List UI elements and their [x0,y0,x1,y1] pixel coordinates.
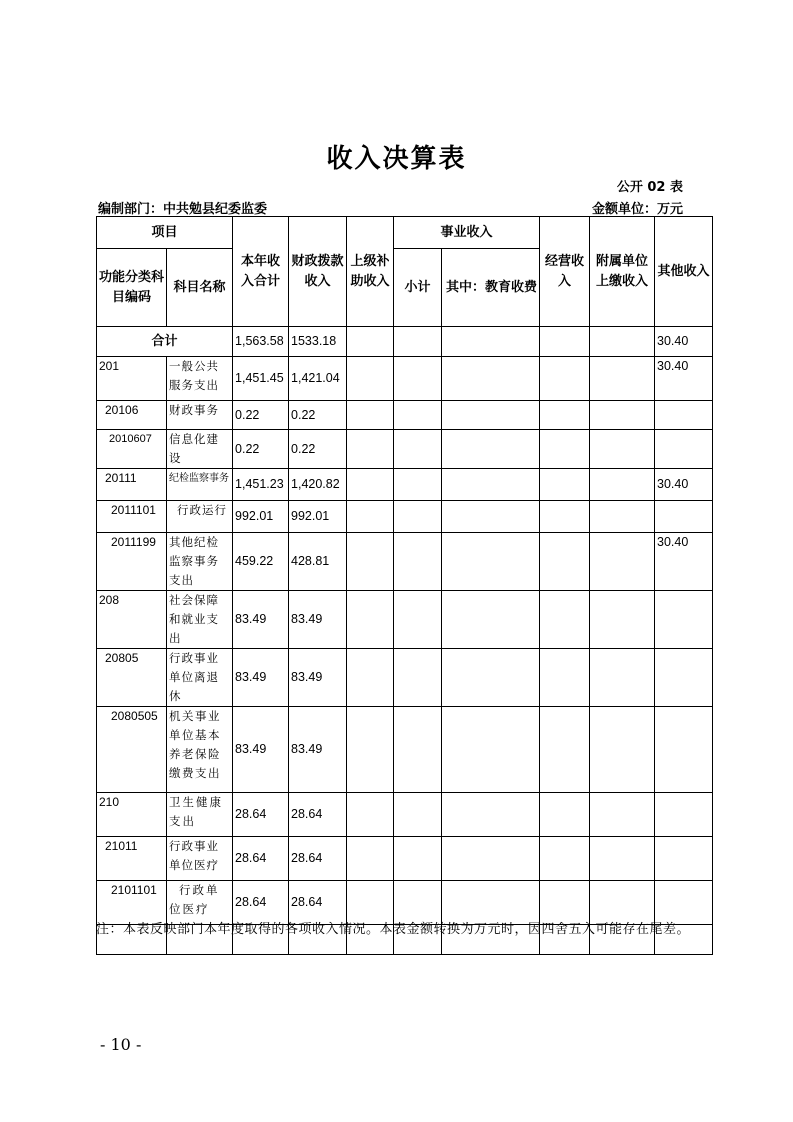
header-function-code: 功能分类科目编码 [97,249,167,327]
table-row [97,357,713,401]
table-row [97,649,713,707]
row-total: 83.49 [233,649,289,707]
row-code: 20805 [97,649,167,707]
row-code: 20106 [97,401,167,430]
row-code: 2010607 [97,430,167,469]
table-number: 公开 02 表 [616,180,683,195]
header-fiscal-income: 财政拨款收入 [289,217,347,327]
income-table [96,216,713,955]
row-fiscal: 428.81 [289,533,347,591]
row-code: 2101101 [97,881,167,925]
row-other [655,649,713,707]
header-operating-income: 经营收入 [540,217,590,327]
header-subtotal: 小计 [394,249,442,327]
header-item: 项目 [97,217,233,249]
table-row [97,533,713,591]
table-row [97,501,713,533]
row-fiscal: 28.64 [289,793,347,837]
table-row [97,401,713,430]
row-other [655,793,713,837]
row-code: 2080505 [97,707,167,793]
table-row [97,707,713,793]
total-label: 合计 [97,327,233,357]
row-name: 一般公共服务支出 [167,357,233,401]
page-number: - 10 - [100,1035,142,1054]
row-total: 0.22 [233,430,289,469]
row-code: 21011 [97,837,167,881]
row-other [655,591,713,649]
total-row [97,327,713,357]
row-other [655,501,713,533]
total-fiscal-value: 1533.18 [289,327,347,357]
row-total: 83.49 [233,591,289,649]
row-total: 28.64 [233,793,289,837]
row-name: 行政事业单位医疗 [167,837,233,881]
row-code: 210 [97,793,167,837]
row-fiscal: 83.49 [289,649,347,707]
row-other [655,707,713,793]
row-fiscal: 28.64 [289,881,347,925]
unit-label: 金额单位：万元 [591,202,683,217]
header-affiliated-income: 附属单位上缴收入 [590,217,655,327]
row-total: 992.01 [233,501,289,533]
table-note: 注：本表反映部门本年度取得的各项收入情况。本表金额转换为万元时，因四舍五入可能存在尾差。 [96,922,691,937]
row-total: 83.49 [233,707,289,793]
row-code: 2011101 [97,501,167,533]
row-name: 社会保障和就业支出 [167,591,233,649]
row-fiscal: 83.49 [289,707,347,793]
header-superior-subsidy: 上级补助收入 [347,217,394,327]
row-name: 财政事务 [167,401,233,430]
row-fiscal: 1,421.04 [289,357,347,401]
row-other [655,837,713,881]
row-name: 行政单位医疗 [167,881,233,925]
total-other-value: 30.40 [655,327,713,357]
row-total: 28.64 [233,881,289,925]
row-total: 459.22 [233,533,289,591]
row-other [655,430,713,469]
row-code: 201 [97,357,167,401]
table-row [97,837,713,881]
total-income-value: 1,563.58 [233,327,289,357]
row-name: 信息化建设 [167,430,233,469]
table-row [97,591,713,649]
row-name: 卫生健康支出 [167,793,233,837]
row-name: 其他纪检监察事务支出 [167,533,233,591]
table-row [97,430,713,469]
table-row [97,793,713,837]
header-education-fee: 其中：教育收费 [442,249,540,327]
header-total-income: 本年收入合计 [233,217,289,327]
row-code: 20111 [97,469,167,501]
row-code: 2011199 [97,533,167,591]
row-other: 30.40 [655,533,713,591]
page-title: 收入决算表 [326,144,467,174]
row-total: 1,451.45 [233,357,289,401]
row-fiscal: 992.01 [289,501,347,533]
row-other: 30.40 [655,469,713,501]
row-fiscal: 28.64 [289,837,347,881]
row-fiscal: 0.22 [289,401,347,430]
row-total: 0.22 [233,401,289,430]
header-other-income: 其他收入 [655,217,713,327]
row-code: 208 [97,591,167,649]
row-other [655,401,713,430]
table-row [97,469,713,501]
row-name: 纪检监察事务 [167,469,233,501]
header-business-income: 事业收入 [394,217,540,249]
row-fiscal: 0.22 [289,430,347,469]
department-label: 编制部门：中共勉县纪委监委 [98,202,268,217]
row-total: 28.64 [233,837,289,881]
row-total: 1,451.23 [233,469,289,501]
header-subject-name: 科目名称 [167,249,233,327]
row-fiscal: 83.49 [289,591,347,649]
row-name: 行政事业单位离退休 [167,649,233,707]
row-fiscal: 1,420.82 [289,469,347,501]
row-name: 行政运行 [167,501,233,533]
row-name: 机关事业单位基本养老保险缴费支出 [167,707,233,793]
row-other: 30.40 [655,357,713,401]
